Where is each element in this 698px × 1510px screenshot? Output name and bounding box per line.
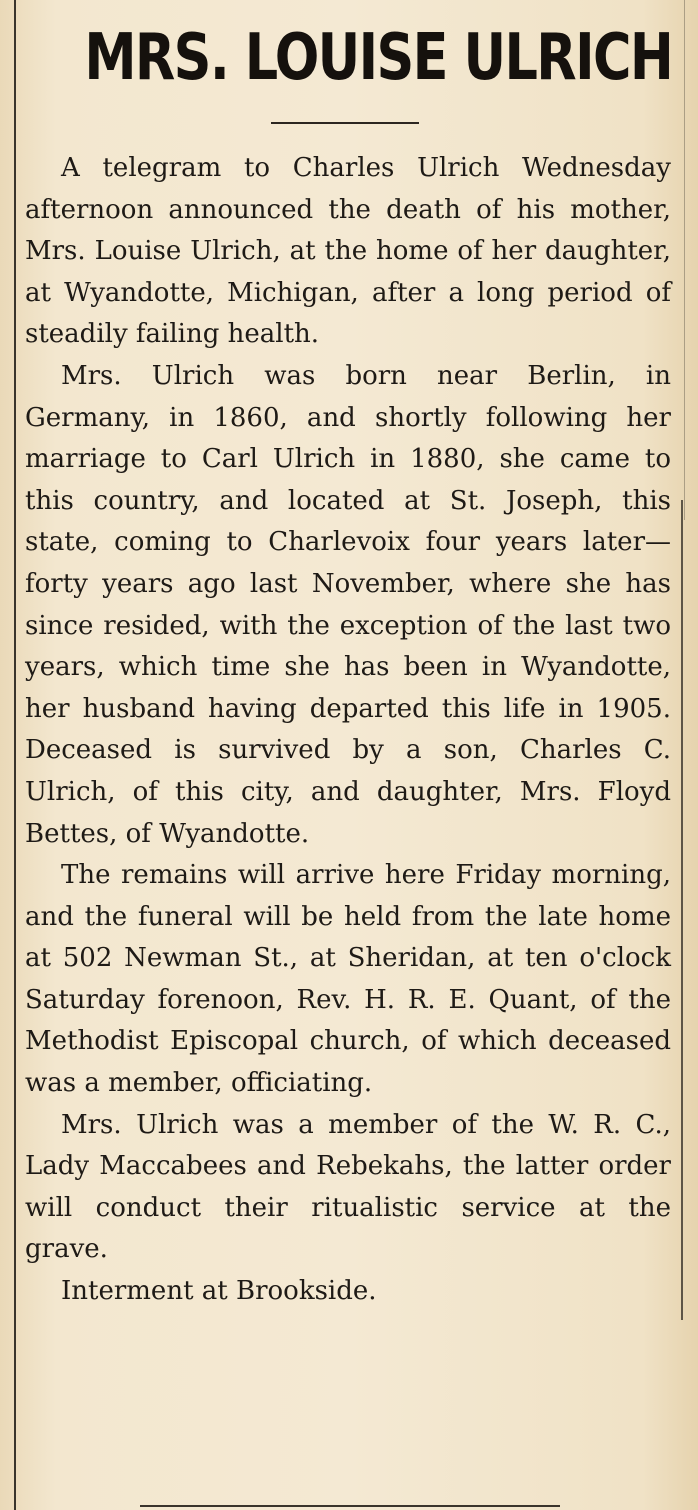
paragraph-funeral-arrangements: The remains will arrive here Friday morning, and the funeral will be held from the late home at 502 Newman St., at Sheridan, at ten o'clock Saturday forenoon, Rev. H. R. E. Quant, of the Methodist Episcopal church, of which deceased was a member, officiating.	[25, 860, 671, 1099]
headline-divider	[271, 122, 419, 124]
bottom-divider	[140, 1505, 560, 1507]
obituary-body	[25, 148, 671, 1313]
paragraph-biography: Mrs. Ulrich was born near Berlin, in Germany, in 1860, and shortly following her marriage to Carl Ulrich in 1880, she came to this country, and located at St. Joseph, this state, coming to Charlevoix four years later—forty years ago last November, where she has since resided, with the exception of the last two years, which time she has been in Wyandotte, her husband having departed this life in 1905. Deceased is survived by a son, Charles C. Ulrich, of this city, and daughter, Mrs. Floyd Bettes, of Wyandotte.	[25, 360, 671, 849]
paragraph-memberships: Mrs. Ulrich was a member of the W. R. C., Lady Maccabees and Rebekahs, the latter order will conduct their ritualistic service at the grave.	[25, 1109, 671, 1265]
column-rule-right	[681, 500, 683, 1320]
column-rule-right-faint	[684, 0, 685, 520]
paragraph-interment: Interment at Brookside.	[61, 1276, 377, 1307]
column-rule-left	[14, 0, 16, 1510]
obituary-headline: MRS. LOUISE ULRICH	[84, 21, 673, 95]
paragraph-death-announcement: A telegram to Charles Ulrich Wednesday afternoon announced the death of his mother, Mrs. Louise Ulrich, at the home of her daughter, at Wyandotte, Michigan, after a long period of steadily failing health.	[25, 153, 671, 350]
